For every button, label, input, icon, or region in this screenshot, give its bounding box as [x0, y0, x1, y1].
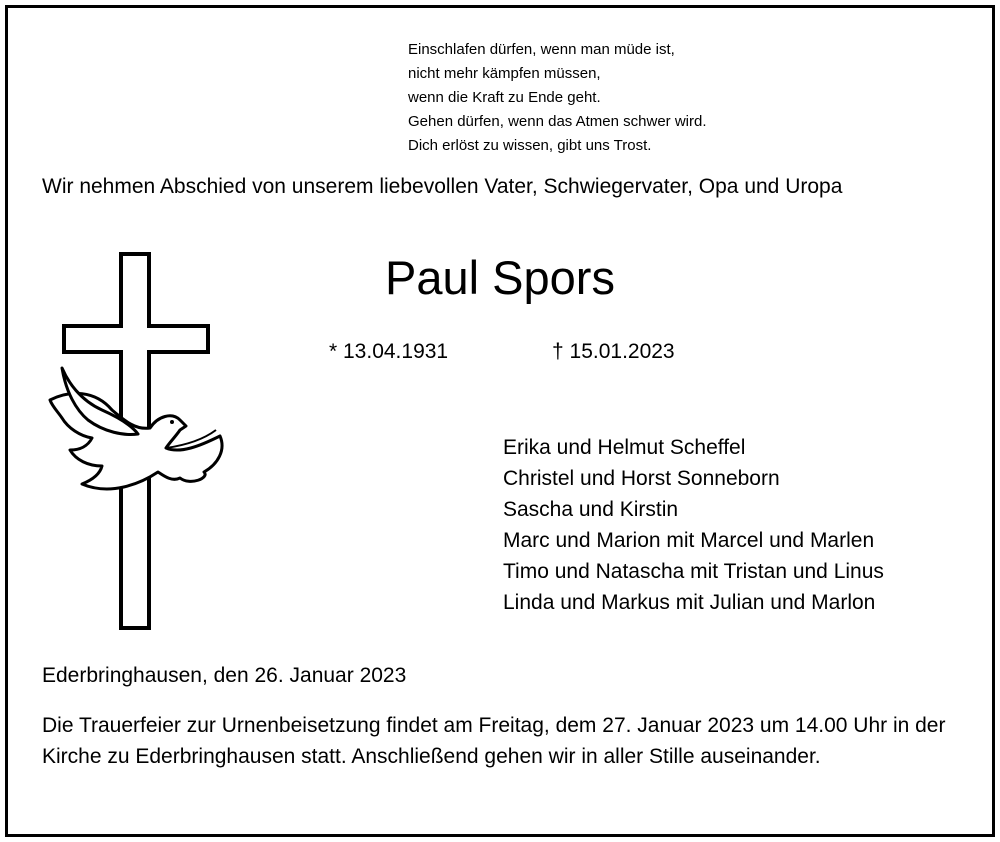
list-item: Christel und Horst Sonneborn	[503, 467, 780, 490]
poem	[408, 38, 707, 158]
list-item: Timo und Natascha mit Tristan und Linus	[503, 560, 884, 583]
list-item: Sascha und Kirstin	[503, 498, 679, 521]
place-date: Ederbringhausen, den 26. Januar 2023	[42, 664, 407, 687]
birth-date: * 13.04.1931	[329, 340, 449, 363]
deceased-name: Paul Spors	[385, 251, 615, 304]
list-item: Erika und Helmut Scheffel	[503, 436, 746, 459]
poem-line: nicht mehr kämpfen müssen,	[408, 65, 601, 82]
death-date: † 15.01.2023	[552, 340, 675, 363]
list-item: Linda und Markus mit Julian und Marlon	[503, 591, 876, 614]
intro-text: Wir nehmen Abschied von unserem liebevollen Vater, Schwiegervater, Opa und Uropa	[42, 175, 843, 198]
poem-line: Einschlafen dürfen, wenn man müde ist,	[408, 41, 675, 58]
mourners-list	[503, 432, 884, 618]
poem-line: Dich erlöst zu wissen, gibt uns Trost.	[408, 137, 652, 154]
list-item: Marc und Marion mit Marcel und Marlen	[503, 529, 875, 552]
ceremony-text: Die Trauerfeier zur Urnenbeisetzung findet am Freitag, dem 27. Januar 2023 um 14.00 Uhr in der Kirche zu Ederbringhausen statt. Anschließend gehen wir in aller Stille auseinander.	[42, 714, 946, 768]
poem-line: wenn die Kraft zu Ende geht.	[408, 89, 601, 106]
poem-line: Gehen dürfen, wenn das Atmen schwer wird.	[408, 113, 707, 130]
